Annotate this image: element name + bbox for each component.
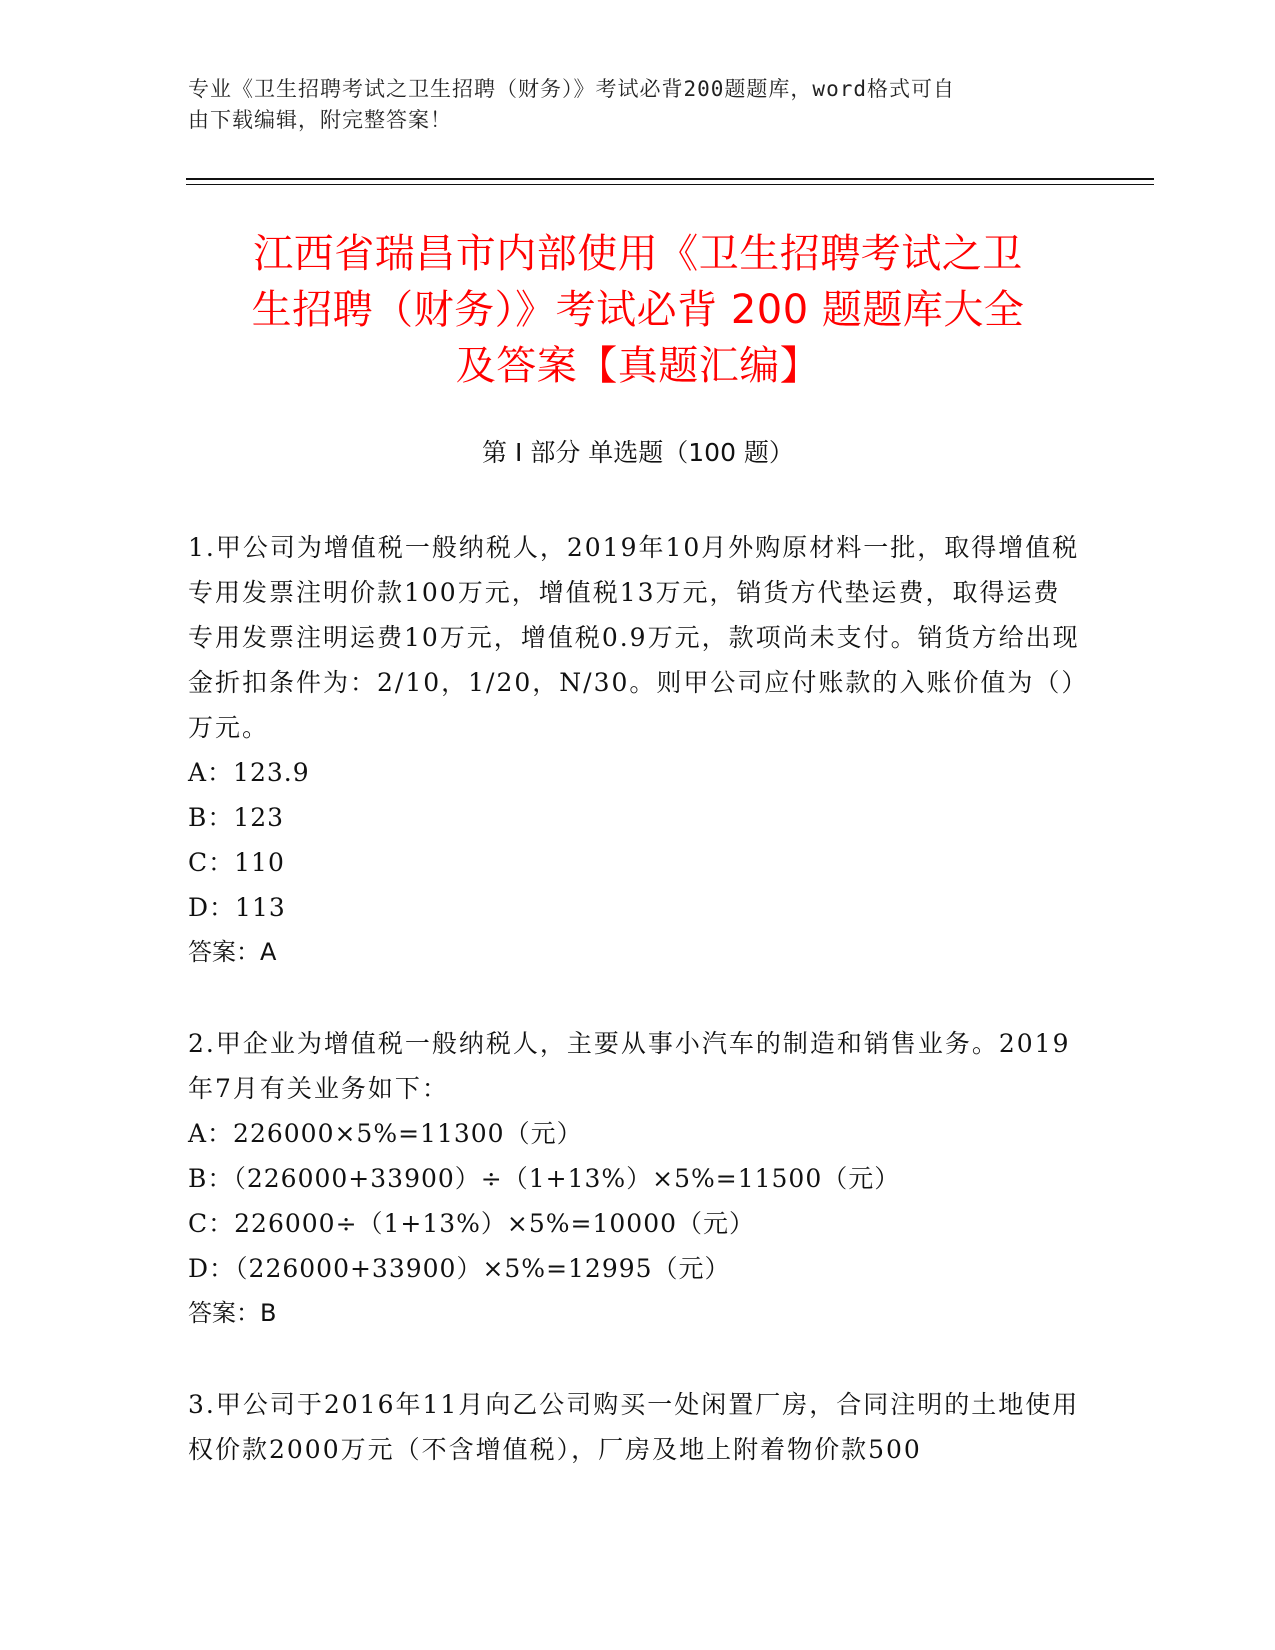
part-heading: 第 I 部分 单选题（100 题） (482, 438, 794, 467)
header-rule-thin (186, 184, 1154, 185)
header-rule-thick (186, 178, 1154, 180)
question-stem: 3.甲公司于2016年11月向乙公司购买一处闲置厂房，合同注明的土地使用权价款2000万元（不含增值税），厂房及地上附着物价款500 (188, 1390, 1080, 1464)
option-a: A：123.9 (188, 758, 310, 787)
document-title (188, 226, 1088, 394)
answer-line: 答案：A (188, 938, 277, 966)
option-d: D：113 (188, 893, 286, 922)
title-line-3: 及答案【真题汇编】 (455, 343, 821, 389)
question-stem: 2.甲企业为增值税一般纳税人，主要从事小汽车的制造和销售业务。2019年7月有关业务如下： (188, 1029, 1071, 1103)
question-3 (188, 1382, 1083, 1472)
option-c: C：226000÷（1+13%）×5%=10000（元） (188, 1209, 756, 1238)
option-c: C：110 (188, 848, 285, 877)
option-b: B：（226000+33900）÷（1+13%）×5%=11500（元） (188, 1164, 901, 1193)
answer-line: 答案：B (188, 1299, 277, 1327)
intro-line-2: 由下载编辑，附完整答案！ (188, 108, 452, 132)
option-d: D：（226000+33900）×5%=12995（元） (188, 1254, 731, 1283)
question-1 (188, 525, 1083, 975)
title-line-2: 生招聘（财务）》考试必背 200 题题库大全 (251, 287, 1025, 333)
intro-text (188, 74, 1068, 136)
intro-line-1: 专业《卫生招聘考试之卫生招聘（财务）》考试必背200题题库，word格式可自 (188, 77, 955, 101)
question-stem: 1.甲公司为增值税一般纳税人，2019年10月外购原材料一批，取得增值税专用发票注明价款100万元，增值税13万元，销货方代垫运费，取得运费专用发票注明运费10万元，增值税0.9万元，款项尚未支付。销货方给出现金折扣条件为：2/10，1/20，N/30。则甲公司应付账款的入账价值为（）万元。 (188, 533, 1080, 742)
question-2 (188, 1021, 1083, 1336)
option-a: A：226000×5%=11300（元） (188, 1119, 583, 1148)
option-b: B：123 (188, 803, 285, 832)
title-line-1: 江西省瑞昌市内部使用《卫生招聘考试之卫 (253, 231, 1023, 277)
question-list (188, 525, 1083, 1518)
